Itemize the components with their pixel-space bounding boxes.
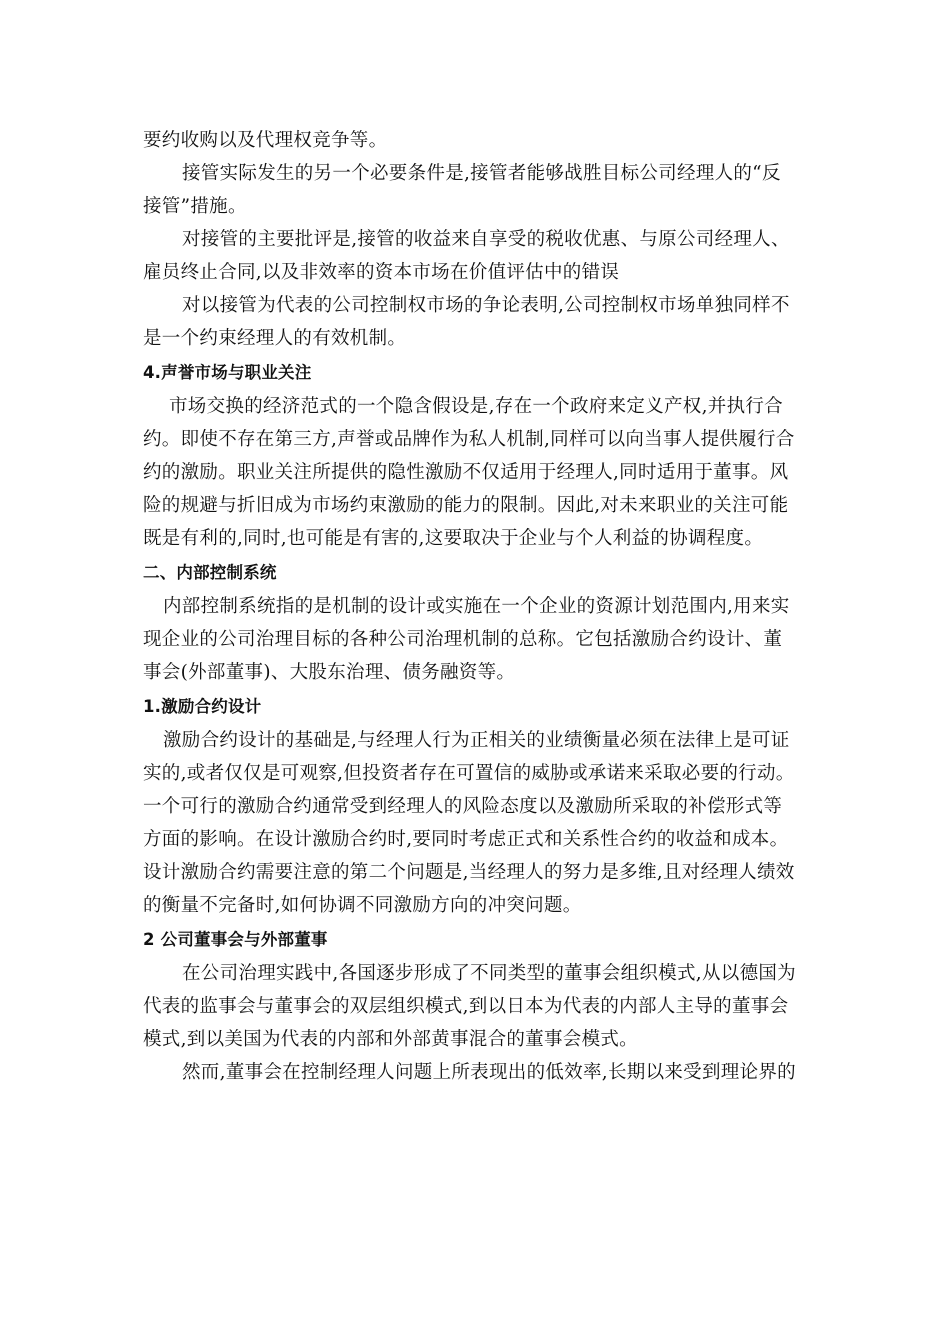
paragraph <box>143 390 810 555</box>
paragraph-line: 设计激励合约需要注意的第二个问题是,当经理人的努力是多维,且对经理人绩效 <box>143 862 795 883</box>
section-heading: 2 公司董事会与外部董事 <box>143 930 328 949</box>
paragraph-line: 模式,到以美国为代表的内部和外部黄事混合的董事会模式。 <box>143 1029 638 1050</box>
document-body <box>143 124 810 1089</box>
paragraph <box>143 590 810 689</box>
paragraph-line: 实的,或者仅仅是可观察,但投资者存在可置信的威胁或承诺来采取必要的行动。 <box>143 763 795 784</box>
paragraph-line: 约的激励。职业关注所提供的隐性激励不仅适用于经理人,同时适用于董事。风 <box>143 462 789 483</box>
section-heading: 二、内部控制系统 <box>143 563 277 582</box>
paragraph-line: 内部控制系统指的是机制的设计或实施在一个企业的资源计划范围内,用来实 <box>163 596 790 617</box>
paragraph <box>143 1056 810 1089</box>
paragraph <box>143 223 810 289</box>
paragraph-line: 险的规避与折旧成为市场约束激励的能力的限制。因此,对未来职业的关注可能 <box>143 495 789 516</box>
paragraph-line: 对接管的主要批评是,接管的收益来自享受的税收优惠、与原公司经理人、 <box>182 229 790 250</box>
paragraph-line: 代表的监事会与董事会的双层组织模式,到以日本为代表的内部人主导的董事会 <box>143 996 789 1017</box>
paragraph-line: 接管实际发生的另一个必要条件是,接管者能够战胜目标公司经理人的“反 <box>182 163 781 184</box>
paragraph-line: 对以接管为代表的公司控制权市场的争论表明,公司控制权市场单独同样不 <box>182 295 790 316</box>
paragraph-line: 现企业的公司治理目标的各种公司治理机制的总称。它包括激励合约设计、董 <box>143 629 783 650</box>
paragraph <box>143 289 810 355</box>
paragraph-line: 一个可行的激励合约通常受到经理人的风险态度以及激励所采取的补偿形式等 <box>143 796 783 817</box>
paragraph-line: 激励合约设计的基础是,与经理人行为正相关的业绩衡量必须在法律上是可证 <box>163 730 790 751</box>
paragraph-line: 要约收购以及代理权竞争等。 <box>143 130 388 151</box>
paragraph-line: 是一个约束经理人的有效机制。 <box>143 328 407 349</box>
paragraph <box>143 724 810 922</box>
paragraph-line: 方面的影响。在设计激励合约时,要同时考虑正式和关系性合约的收益和成本。 <box>143 829 789 850</box>
paragraph-line: 在公司治理实践中,各国逐步形成了不同类型的董事会组织模式,从以德国为 <box>182 963 796 984</box>
paragraph-line: 市场交换的经济范式的一个隐含假设是,存在一个政府来定义产权,并执行合 <box>169 396 783 417</box>
paragraph <box>143 124 810 157</box>
paragraph-line: 既是有利的,同时,也可能是有害的,这要取决于企业与个人利益的协调程度。 <box>143 528 764 549</box>
paragraph-line: 接管”措施。 <box>143 196 247 217</box>
paragraph-line: 事会(外部董事)、大股东治理、债务融资等。 <box>143 662 516 683</box>
paragraph-line: 的衡量不完备时,如何协调不同激励方向的冲突问题。 <box>143 895 582 916</box>
paragraph <box>143 957 810 1056</box>
paragraph <box>143 157 810 223</box>
section-heading: 1.激励合约设计 <box>143 697 262 716</box>
section-heading: 4.声誉市场与职业关注 <box>143 363 312 382</box>
paragraph-line: 雇员终止合同,以及非效率的资本市场在价值评估中的错误 <box>143 262 620 283</box>
paragraph-line: 约。即使不存在第三方,声誉或品牌作为私人机制,同样可以向当事人提供履行合 <box>143 429 795 450</box>
paragraph-line: 然而,董事会在控制经理人问题上所表现出的低效率,长期以来受到理论界的 <box>182 1062 796 1083</box>
